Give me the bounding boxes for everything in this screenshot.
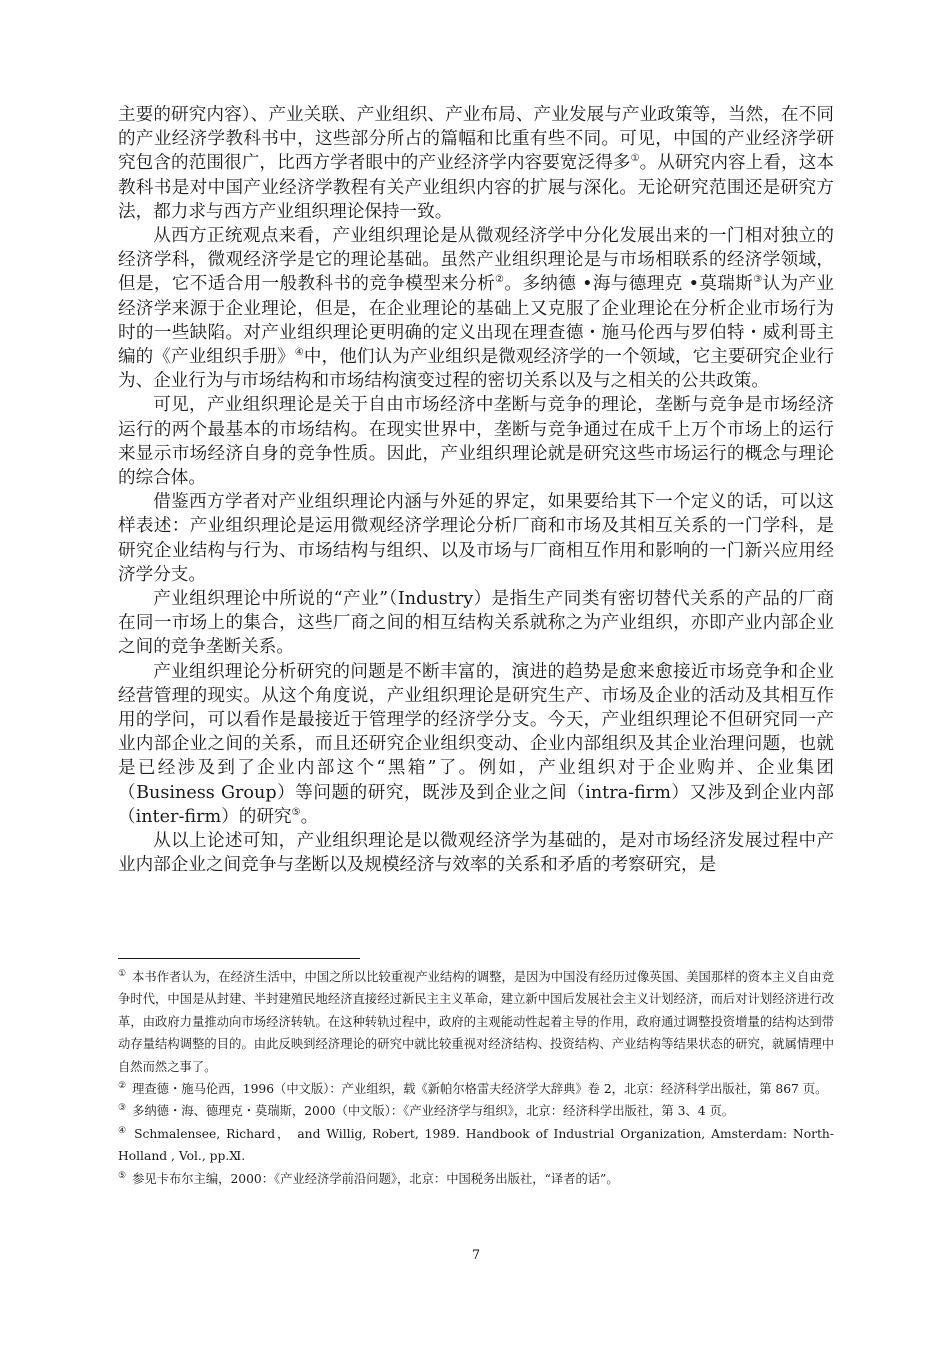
footnote-text: 参见卡布尔主编，2000：《产业经济学前沿问题》，北京：中国税务出版社，“译者的话”。 [132,1171,619,1186]
paragraph-3: 可见，产业组织理论是关于自由市场经济中垄断与竞争的理论，垄断与竞争是市场经济运行的两个最基本的市场结构。在现实世界中，垄断与竞争通过在成千上万个市场上的运行来显示市场经济自身的竞争性质。因此，产业组织理论就是研究这些市场运行的概念与理论的综合体。 [118,395,834,489]
footnote-mark: ④ [118,1125,129,1136]
footnote-mark: ⑤ [118,1170,127,1181]
footnote-text: 理查德・施马伦西，1996（中文版）：产业组织，载《新帕尔格雷夫经济学大辞典》卷 2，北京：经济科学出版社，第 867 页。 [132,1082,828,1097]
page-number: 7 [471,1248,481,1263]
footnote-text: 本书作者认为，在经济生活中，中国之所以比较重视产业结构的调整，是因为中国没有经历过像英国、美国那样的资本主义自由竞争时代，中国是从封建、半封建殖民地经济直接经过新民主主义革命，建立新中国后发展社会主义计划经济，而后对计划经济进行改革，由政府力量推动向市场经济转轨。在这种转轨过程中，政府的主观能动性起着主导的作用，政府通过调整投资增量的结构达到带动存量结构调整的目的。由此反映到经济理论的研究中就比较重视对经济结构、投资结构、产业结构等结果状态的研究，就属情理中自然而然之事了。 [118,970,834,1074]
footnote-ref-2[interactable]: ② [495,274,505,286]
footnote-5 [118,1168,834,1190]
paragraph-6: 产业组织理论分析研究的问题是不断丰富的，演进的趋势是愈来愈接近市场竞争和企业经营管理的现实。从这个角度说，产业组织理论是研究生产、市场及企业的活动及其相互作用的学问，可以看作是最接近于管理学的经济学分支。今天，产业组织理论不但研究同一产业内部企业之间的关系，而且还研究企业组织变动、企业内部组织及其企业治理问题，也就是已经涉及到了企业内部这个“黑箱”了。例如，产业组织对于企业购并、企业集团（Business Group）等问题的研究，既涉及到企业之间（intra-firm）又涉及到企业内部（inter-firm）的研究⑤。 [118,661,834,827]
paragraph-7: 从以上论述可知，产业组织理论是以微观经济学为基础的，是对市场经济发展过程中产业内部企业之间竞争与垄断以及规模经济与效率的关系和矛盾的考察研究，是 [118,831,834,876]
body-text [118,103,834,878]
paragraph-2: 从西方正统观点来看，产业组织理论是从微观经济学中分化发展出来的一门相对独立的经济学科，微观经济学是它的理论基础。虽然产业组织理论是与市场相联系的经济学领域，但是，它不适合用一般教科书的竞争模型来分析②。多纳德 •海与德理克 •莫瑞斯③认为产业经济学来源于企业理论，但是，在企业理论的基础上又克服了企业理论在分析企业市场行为时的一些缺陷。对产业组织理论更明确的定义出现在理查德・施马伦西与罗伯特・威利哥主编的《产业组织手册》④中，他们认为产业组织是微观经济学的一个领域，它主要研究企业行为、企业行为与市场结构和市场结构演变过程的密切关系以及与之相关的公共政策。 [118,226,834,392]
footnotes [118,966,834,1190]
footnote-text: Schmalensee, Richard， and Willig, Robert, 1989. Handbook of Industrial Organization, Amsterdam: North-Holland , Vol., pp.Ⅺ. [118,1126,834,1164]
paragraph-4: 借鉴西方学者对产业组织理论内涵与外延的界定，如果要给其下一个定义的话，可以这样表述：产业组织理论是运用微观经济学理论分析厂商和市场及其相互关系的一门学科，是研究企业结构与行为、市场结构与组织、以及市场与厂商相互作用和影响的一门新兴应用经济学分支。 [118,492,834,585]
paragraph-5: 产业组织理论中所说的“产业”（Industry）是指生产同类有密切替代关系的产品的厂商在同一市场上的集合，这些厂商之间的相互结构关系就称之为产业组织，亦即产业内部企业之间的竞争垄断关系。 [118,589,834,658]
footnote-3 [118,1100,834,1122]
footnote-mark: ① [118,968,127,979]
footnote-ref-3[interactable]: ③ [753,274,763,286]
footnote-4 [118,1123,834,1168]
footnote-mark: ② [118,1080,127,1091]
footnote-ref-4[interactable]: ④ [294,347,304,359]
footnote-separator [118,958,360,959]
footnote-ref-5[interactable]: ⑤ [291,807,301,819]
footnote-mark: ③ [118,1103,127,1114]
footnote-2 [118,1078,834,1100]
footnote-text: 多纳德・海、德理克・莫瑞斯，2000（中文版）：《产业经济学与组织》，北京：经济科学出版社，第 3、4 页。 [132,1104,735,1119]
paragraph-1: 主要的研究内容）、产业关联、产业组织、产业布局、产业发展与产业政策等，当然，在不同的产业经济学教科书中，这些部分所占的篇幅和比重有些不同。可见，中国的产业经济学研究包含的范围很广，比西方学者眼中的产业经济学内容要宽泛得多①。从研究内容上看，这本教科书是对中国产业经济学教程有关产业组织内容的扩展与深化。无论研究范围还是研究方法，都力求与西方产业组织理论保持一致。 [118,105,834,222]
footnote-1 [118,966,834,1078]
footnote-ref-1[interactable]: ① [630,153,640,165]
